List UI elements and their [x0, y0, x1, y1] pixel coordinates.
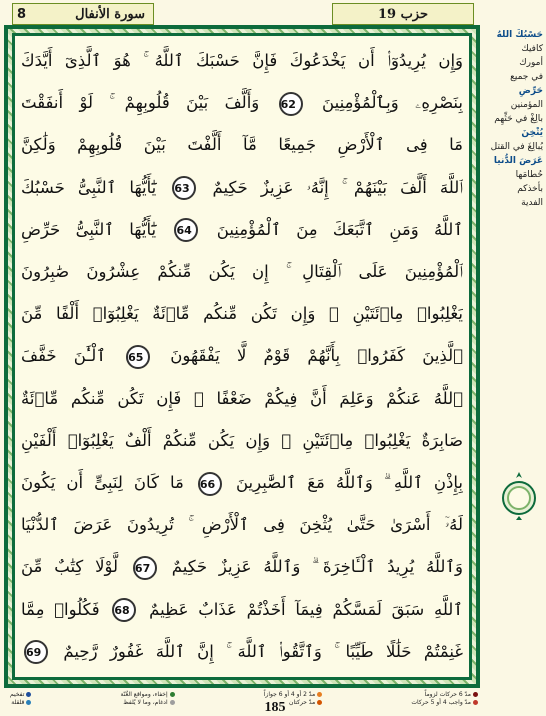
line-text: ٱللَّهَ أَلَّفَ بَيْنَهُمْ ۚ إِنَّهُۥ عَزِيزٌ حَكِيمٌ [212, 177, 463, 197]
color-dot-icon [170, 692, 175, 697]
margin-explanation: في جميع [510, 72, 543, 82]
legend-label: مدّ 6 حركات لزوماً [424, 690, 471, 698]
margin-explanation: بأخذكم [517, 184, 543, 194]
legend-item [411, 699, 478, 706]
margin-explanation: يُبالِغَ في القتل [490, 142, 543, 152]
legend-item [10, 691, 31, 698]
color-dot-icon [26, 700, 31, 705]
line-text: ٱللَّهِ سَبَقَ لَمَسَّكُمْ فِيمَآ أَخَذْتُمْ عَذَابٌ عَظِيمٌ [149, 599, 463, 619]
legend-item [10, 699, 31, 706]
color-dot-icon [473, 700, 478, 705]
margin-explanation: بالِغْ في حَثِّهِم [494, 114, 543, 124]
quran-line [21, 380, 463, 418]
ayah-marker: 65 [126, 345, 150, 369]
ayah-marker: 66 [198, 472, 222, 496]
margin-explanation: حُطامَها [515, 170, 543, 180]
ayah-marker: 67 [133, 556, 157, 580]
quran-line [21, 337, 463, 375]
line-text: صَابِرَةٌ يَغْلِبُوا۟ مِا۟ئَتَيْنِ ۚ وَإِن يَكُن مِّنكُمْ أَلْفٌ يَغْلِبُوٓا۟ أَلْفَيْنِ [21, 430, 463, 450]
tajweed-legend [10, 688, 478, 708]
margin-keyword: حَسْبُكَ اللهُ [496, 30, 543, 40]
color-dot-icon [317, 700, 322, 705]
line-text: غَنِمْتُمْ حَلَٰلًا طَيِّبًا ۚ وَٱتَّقُوا۟ ٱللَّهَ ۚ إِنَّ ٱللَّهَ غَفُورٌ رَّحِيمٌ [63, 641, 463, 661]
quran-line [21, 295, 463, 333]
ayah-marker: 64 [174, 218, 198, 242]
line-text: وَأَلَّفَ بَيْنَ قُلُوبِهِمْ ۚ لَوْ أَنفَقْتَ [21, 93, 260, 113]
legend-group [411, 691, 478, 706]
margin-explanation: المؤمنين [510, 100, 543, 110]
quran-line [21, 464, 463, 502]
hizb-header-box [332, 3, 474, 25]
quran-line [21, 633, 463, 671]
ayah-marker: 63 [172, 176, 196, 200]
page-number: 185 [264, 700, 286, 715]
legend-label: إخفاء، ومواقع الغُنّة [120, 690, 168, 698]
line-text: وَإِن يُرِيدُوٓا۟ أَن يَخْدَعُوكَ فَإِنَّ حَسْبَكَ ٱللَّهُ ۚ هُوَ ٱلَّذِىٓ أَيَّدَكَ [21, 51, 463, 70]
legend-item [120, 691, 174, 698]
page-marker-number: 8 [17, 6, 27, 22]
margin-keyword: عَرَضَ الدُّنيا [493, 156, 543, 166]
legend-label: مدّ واجب 4 أو 5 حركات [411, 698, 471, 706]
legend-label: قلقلة [11, 698, 25, 706]
margin-tafsir [483, 28, 543, 328]
quran-line [21, 42, 463, 80]
line-text: يَٰٓأَيُّهَا ٱلنَّبِىُّ حَرِّضِ [21, 219, 157, 239]
quran-line [21, 169, 463, 207]
margin-keyword: حَرِّضِ [518, 86, 543, 96]
quran-line [21, 506, 463, 544]
page-header [4, 3, 480, 25]
line-text: يَغْلِبُوا۟ مِا۟ئَتَيْنِ ۚ وَإِن تَكُن مِّنكُم مِّا۟ئَةٌ يَغْلِبُوٓا۟ أَلْفًا مِّنَ [21, 304, 463, 324]
text-frame [4, 25, 480, 688]
line-text: يَٰٓأَيُّهَا ٱلنَّبِىُّ حَسْبُكَ [21, 177, 157, 197]
line-text: بِإِذْنِ ٱللَّهِ ۗ وَٱللَّهُ مَعَ ٱلصَّٰبِرِينَ [235, 473, 463, 493]
margin-explanation: الفدية [521, 198, 543, 208]
line-text: ٱلْـَٰٔنَ خَفَّفَ [21, 346, 106, 366]
quran-text-area [15, 36, 469, 677]
text-lines [21, 42, 463, 671]
ayah-marker: 69 [24, 640, 48, 664]
line-text: بِنَصْرِهِۦ وَبِٱلْمُؤْمِنِينَ [322, 93, 463, 113]
color-dot-icon [170, 700, 175, 705]
color-dot-icon [473, 692, 478, 697]
legend-item [120, 699, 174, 706]
juz-ornament-icon [500, 470, 538, 522]
legend-label: ادغام، وما لا يُلفظ [123, 698, 168, 706]
line-text: فَكُلُوا۟ مِمَّا [21, 599, 100, 619]
legend-label: مدّ حركتان [289, 698, 316, 706]
ayah-marker: 68 [112, 598, 136, 622]
margin-keyword: يُثْخِنَ [521, 128, 543, 138]
line-text: وَٱللَّهُ يُرِيدُ ٱلْـَٔاخِرَةَ ۗ وَٱللَّهُ عَزِيزٌ حَكِيمٌ [171, 557, 463, 577]
line-text: لَهُۥٓ أَسْرَىٰ حَتَّىٰ يُثْخِنَ فِى ٱلْأَرْضِ ۚ تُرِيدُونَ عَرَضَ ٱلدُّنْيَا [21, 515, 463, 535]
quran-line [21, 126, 463, 164]
quran-line [21, 591, 463, 629]
quran-line [21, 84, 463, 122]
ayah-marker: 62 [279, 92, 303, 116]
line-text: ٱلَّذِينَ كَفَرُوا۟ بِأَنَّهُمْ قَوْمٌ لَّا يَفْقَهُونَ [170, 346, 463, 366]
surah-header-box [12, 3, 154, 25]
legend-item [264, 691, 323, 698]
quran-line [21, 548, 463, 586]
legend-label: تفخيم [10, 690, 25, 698]
line-text: ٱللَّهُ عَنكُمْ وَعَلِمَ أَنَّ فِيكُمْ ضَعْفًا ۚ فَإِن تَكُن مِّنكُم مِّا۟ئَةٌ [21, 388, 463, 408]
color-dot-icon [317, 692, 322, 697]
line-text: مَا كَانَ لِنَبِىٍّ أَن يَكُونَ [21, 473, 184, 493]
line-text: لَّوْلَا كِتَٰبٌ مِّنَ [21, 557, 119, 577]
legend-group [120, 691, 174, 706]
hizb-label: حزب 19 [377, 6, 429, 22]
line-text: ٱلْمُؤْمِنِينَ عَلَى ٱلْقِتَالِ ۚ إِن يَكُن مِّنكُمْ عِشْرُونَ صَٰبِرُونَ [21, 262, 463, 282]
line-text: مَا فِى ٱلْأَرْضِ جَمِيعًا مَّآ أَلَّفْتَ بَيْنَ قُلُوبِهِمْ وَلَٰكِنَّ [21, 135, 463, 155]
line-text: ٱللَّهُ وَمَنِ ٱتَّبَعَكَ مِنَ ٱلْمُؤْمِنِينَ [216, 219, 463, 239]
legend-label: مدّ 2 أو 4 أو 6 جوازاً [263, 690, 316, 698]
quran-line [21, 422, 463, 460]
legend-group [10, 691, 31, 706]
legend-item [411, 691, 478, 698]
quran-line [21, 211, 463, 249]
quran-line [21, 253, 463, 291]
margin-explanation: أمورك [519, 58, 543, 68]
margin-explanation: كافيك [521, 44, 543, 54]
surah-name: سورة الأنفال [75, 6, 145, 22]
color-dot-icon [26, 692, 31, 697]
